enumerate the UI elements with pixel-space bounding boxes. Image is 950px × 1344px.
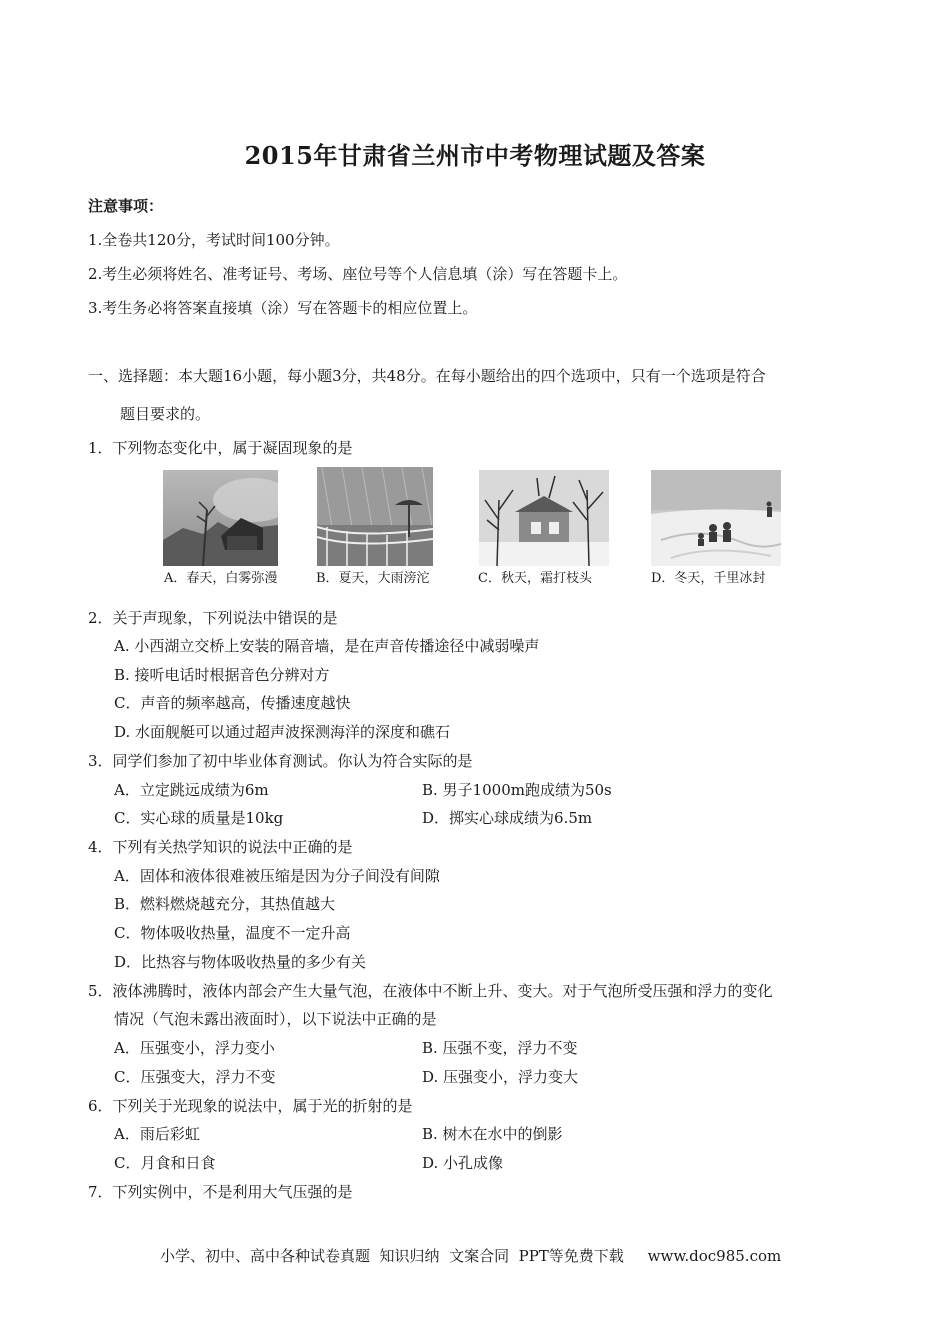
section-heading-cont: 题目要求的。 xyxy=(120,405,211,423)
question-1-caption-a: A．春天，白雾弥漫 xyxy=(164,571,278,586)
notice-heading: 注意事项： xyxy=(88,197,164,215)
notice-item-3: 3.考生务必将答案直接填（涂）写在答题卡的相应位置上。 xyxy=(88,299,478,317)
question-6-option-c: C．月食和日食 xyxy=(114,1154,216,1172)
question-5-stem: 5．液体沸腾时，液体内部会产生大量气泡，在液体中不断上升、变大。对于气泡所受压强和浮力的变化 xyxy=(88,982,773,1000)
question-2-option-a: A. 小西湖立交桥上安装的隔音墙，是在声音传播途径中减弱噪声 xyxy=(114,637,540,655)
question-7-stem: 7．下列实例中，不是利用大气压强的是 xyxy=(88,1183,353,1201)
question-4-option-a: A．固体和液体很难被压缩是因为分子间没有间隙 xyxy=(114,867,440,885)
question-2-option-c: C．声音的频率越高，传播速度越快 xyxy=(114,694,351,712)
question-3-stem: 3．同学们参加了初中毕业体育测试。你认为符合实际的是 xyxy=(88,752,473,770)
photo-spring-fog xyxy=(163,470,278,566)
question-1-caption-c: C．秋天，霜打枝头 xyxy=(478,571,592,586)
question-5-option-a: A．压强变小，浮力变小 xyxy=(114,1039,275,1057)
question-2-option-d: D. 水面舰艇可以通过超声波探测海洋的深度和礁石 xyxy=(114,723,451,741)
question-1-stem: 1．下列物态变化中，属于凝固现象的是 xyxy=(88,439,353,457)
footer-ad: 小学、初中、高中各种试卷真题 知识归纳 文案合同 PPT等免费下载 www.doc985.com xyxy=(160,1247,782,1265)
question-3-option-d: D．掷实心球成绩为6.5m xyxy=(422,809,593,827)
question-3-option-a: A．立定跳远成绩为6m xyxy=(114,781,269,799)
question-6-option-a: A．雨后彩虹 xyxy=(114,1125,200,1143)
question-2-option-b: B. 接听电话时根据音色分辨对方 xyxy=(114,666,330,684)
question-6-option-b: B. 树木在水中的倒影 xyxy=(422,1125,563,1143)
question-5-stem-cont: 情况（气泡未露出液面时），以下说法中正确的是 xyxy=(114,1010,437,1028)
question-1-caption-d: D．冬天，千里冰封 xyxy=(651,571,766,586)
photo-winter-ice xyxy=(651,470,781,566)
page-title: 2015年甘肃省兰州市中考物理试题及答案 xyxy=(244,141,706,170)
question-4-option-c: C．物体吸收热量，温度不一定升高 xyxy=(114,924,351,942)
question-6-option-d: D. 小孔成像 xyxy=(422,1154,504,1172)
question-6-stem: 6．下列关于光现象的说法中，属于光的折射的是 xyxy=(88,1097,413,1115)
question-4-option-b: B．燃料燃烧越充分，其热值越大 xyxy=(114,895,336,913)
question-5-option-d: D. 压强变小，浮力变大 xyxy=(422,1068,579,1086)
question-5-option-c: C．压强变大，浮力不变 xyxy=(114,1068,276,1086)
question-4-option-d: D．比热容与物体吸收热量的多少有关 xyxy=(114,953,367,971)
notice-item-1: 1.全卷共120分，考试时间100分钟。 xyxy=(88,231,340,249)
question-4-stem: 4．下列有关热学知识的说法中正确的是 xyxy=(88,838,353,856)
photo-summer-rain xyxy=(317,467,433,566)
question-3-option-c: C．实心球的质量是10kg xyxy=(114,809,284,827)
question-2-stem: 2．关于声现象，下列说法中错误的是 xyxy=(88,609,338,627)
section-heading: 一、选择题：本大题16小题，每小题3分，共48分。在每小题给出的四个选项中，只有一个选项是符合 xyxy=(88,367,766,385)
question-5-option-b: B. 压强不变，浮力不变 xyxy=(422,1039,578,1057)
question-1-caption-b: B．夏天，大雨滂沱 xyxy=(316,571,430,586)
photo-autumn-frost xyxy=(479,470,609,566)
question-3-option-b: B. 男子1000m跑成绩为50s xyxy=(422,781,612,799)
notice-item-2: 2.考生必须将姓名、准考证号、考场、座位号等个人信息填（涂）写在答题卡上。 xyxy=(88,265,628,283)
